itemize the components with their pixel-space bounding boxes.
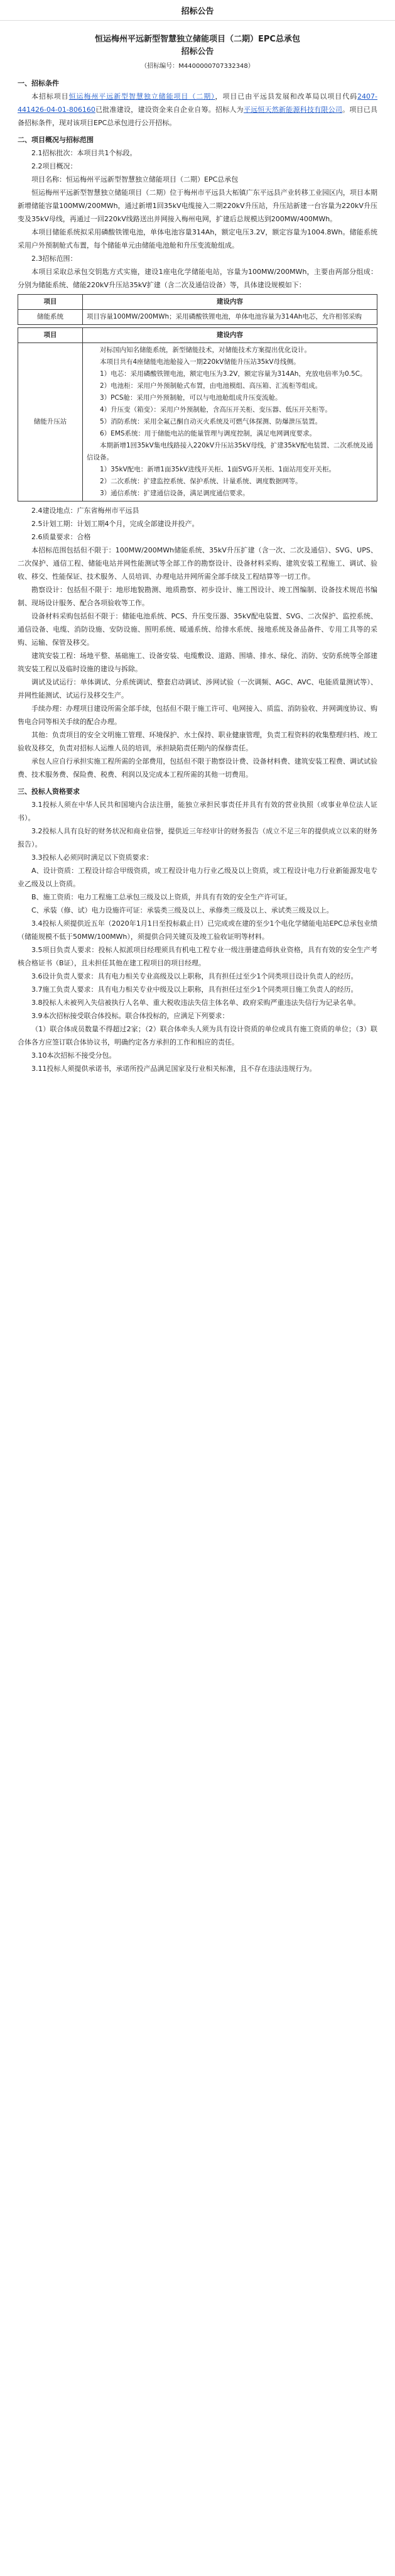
text-paragraph: C、承装（修、试）电力设施许可证：承装类三级及以上、承修类三级及以上、承试类三级及以上。	[31, 906, 333, 914]
text-paragraph: 本招标范围包括但不限于：100MW/200MWh储能系统、35kV升压扩建（含一次、二次及通信）、SVG、UPS、二次保护、通信工程、储能电站并网性能测试等全部工作的勘察设计、设备材料采购、建筑安装工程施工、调试、验收、移交、性能保证、技术服务、人员培训、办理电站并网所需全部手续及工程结算等一切工作。	[18, 546, 377, 581]
section-heading-1: 一、招标条件	[18, 79, 59, 87]
cell-paragraph: 3）PCS舱：采用户外预制舱，可以与电池舱组成升压变流舱。	[100, 394, 282, 402]
cell-paragraph: 4）升压变（箱变）：采用户外预制舱，含高压开关柜、变压器、低压开关柜等。	[100, 406, 332, 414]
cell-paragraph: 对标国内知名储能系统，新型储能技术，对储能技术方案提出优化设计。	[100, 346, 311, 354]
text-paragraph: 3.8投标人未被列入失信被执行人名单、重大税收违法失信主体名单、政府采购严重违法失信行为记录名单。	[31, 999, 360, 1007]
text-paragraph: 3.10本次招标不接受分包。	[31, 1051, 116, 1060]
text-paragraph: B、施工资质：电力工程施工总承包三级及以上资质，并具有有效的安全生产许可证。	[31, 893, 292, 901]
text-paragraph: 3.5项目负责人要求：投标人拟派项目经理须具有机电工程专业一级注册建造师执业资格，具有有效的安全生产考核合格证书（B证），且未担任其他在建工程项目的项目经理。	[18, 946, 377, 967]
notice-subtitle: 招标公告	[181, 47, 214, 57]
page-title: 招标公告	[181, 6, 214, 16]
cell-paragraph: 6）EMS系统：用于储能电站的能量管理与调度控制，满足电网调度要求。	[100, 430, 317, 437]
table-cell: 储能升压站	[18, 343, 83, 501]
cell-paragraph: 3）通信系统：扩建通信设备，满足调度通信要求。	[100, 490, 249, 497]
text-paragraph: 设备材料采购包括但不限于：储能电池系统、PCS、升压变压器、35kV配电装置、SVG、二次保护、监控系统、通信设备、电缆、消防设施、安防设施、照明系统、暖通系统、给排水系统、接地系统及备品备件、专用工具等的采购、运输、保管及移交。	[18, 612, 377, 647]
notice-body	[0, 21, 395, 1075]
text-paragraph: 3.11投标人须提供承诺书，承诺所投产品满足国家及行业相关标准，且不存在违法违规行为。	[31, 1065, 317, 1073]
text-paragraph: 承包人应自行承担实施工程所需的全部费用，包括但不限于勘察设计费、设备材料费、建筑安装工程费、调试试验费、技术服务费、保险费、税费、利润以及完成本工程所需的其他一切费用。	[18, 757, 377, 779]
text-paragraph: 3.1投标人须在中华人民共和国境内合法注册，能独立承担民事责任并具有有效的营业执照（或事业单位法人证书）。	[18, 801, 377, 822]
scope-table-2	[18, 327, 377, 501]
table-row	[18, 343, 377, 501]
section-heading-2: 二、项目概况与招标范围	[18, 136, 94, 144]
text-paragraph: 3.2投标人具有良好的财务状况和商业信誉，提供近三年经审计的财务报告（成立不足三年的提供成立以来的财务报告）。	[18, 827, 377, 848]
cell-paragraph: 5）消防系统：采用全氟己酮自动灭火系统及可燃气体探测、防爆泄压装置。	[100, 418, 322, 425]
cell-paragraph: 1）电芯：采用磷酸铁锂电池，额定电压为3.2V，额定容量为314Ah，充放电倍率为0.5C。	[100, 370, 367, 378]
text-paragraph: 本项目储能系统拟采用磷酸铁锂电池，单体电池容量314Ah，额定电压3.2V，额定容量为1004.8Wh。储能系统采用户外预制舱式布置，每个储能单元由储能电池舱和升压变流舱组成。	[18, 228, 377, 249]
cell-paragraph: 2）二次系统：扩建监控系统、保护系统、计量系统、调度数据网等。	[100, 478, 302, 485]
project-code-link[interactable]: 2407-441426-04-01-806160	[18, 92, 378, 114]
table-row	[18, 310, 377, 325]
text-paragraph: 建筑安装工程：场地平整、基础施工、设备安装、电缆敷设、道路、围墙、排水、绿化、消防、安防系统等全部建筑安装工程以及临时设施的建设与拆除。	[18, 652, 377, 673]
text-paragraph: 恒运梅州平远新型智慧独立储能项目（二期）位于梅州市平远县大柘镇广东平远县产业转移工业园区内，项目本期新增储能容量100MW/200MWh，通过新增1回35kV电缆接入二期220kV升压站，升压站新建一台容量为220kV升压变及35kV母线，再通过一回220kV线路送出并网接入梅州电网，扩建后总规模达到200MW/400MWh。	[18, 189, 377, 223]
text-line: 2.2项目概况：	[31, 162, 77, 170]
owner-link[interactable]: 平远恒天然新能源科技有限公司	[243, 106, 343, 114]
table-cell: 项目容量100MW/200MWh；采用磷酸铁锂电池，单体电池容量为314Ah电芯，允许相邻采购	[83, 310, 377, 325]
text-paragraph: 调试及试运行：单体调试、分系统调试、整套启动调试、涉网试验（一次调频、AGC、AVC、电能质量测试等）、并网性能测试、试运行及移交生产。	[18, 678, 377, 699]
scope-table-1	[18, 294, 377, 325]
text-paragraph: 3.4投标人须提供近五年（2020年1月1日至投标截止日）已完成或在建的至少1个电化学储能电站EPC总承包业绩（储能规模不低于50MW/100MWh），须提供合同关键页及竣工验收证明等材料。	[18, 919, 377, 941]
text-paragraph: 3.7施工负责人要求：具有电力相关专业中级及以上职称，具有担任过至少1个同类项目施工负责人的经历。	[31, 985, 358, 994]
section1-paragraph: 本招标项目恒运梅州平远新型智慧独立储能项目（二期），项目已由平远县发展和改革局以项目代码2407-441426-04-01-806160已批准建设，建设资金来自企业自筹。招标人为平远恒天然新能源科技有限公司。项目已具备招标条件，现对该项目EPC总承包进行公开招标。	[18, 92, 378, 127]
notice-title: 恒运梅州平远新型智慧独立储能项目（二期）EPC总承包	[95, 35, 300, 44]
text-line: 2.5计划工期：计划工期4个月，完成全部建设并投产。	[31, 520, 199, 528]
text-paragraph: 3.9本次招标接受联合体投标。联合体投标的，应满足下列要求：	[31, 1012, 229, 1020]
page-header	[0, 0, 395, 21]
text-line: 2.1招标批次：本项目共1个标段。	[31, 149, 137, 157]
section-heading-3: 三、投标人资格要求	[18, 787, 80, 796]
text-paragraph: 手续办理：办理项目建设所需全部手续，包括但不限于施工许可、电网接入、质监、消防验收、并网调度协议、购售电合同等相关手续的配合办理。	[18, 704, 377, 726]
text-paragraph: 本项目采取总承包交钥匙方式实施，建设1座电化学储能电站，容量为100MW/200MWh，主要由两部分组成：分别为储能系统、储能220kV升压站35kV扩建（含二次及通信设备）等，具体建设规模如下：	[18, 268, 377, 289]
cell-paragraph: 本期新增1回35kV集电线路接入220kV升压站35kV母线，扩建35kV配电装置、二次系统及通信设备。	[87, 442, 373, 461]
table-header-cell: 项目	[18, 295, 83, 310]
cell-paragraph: 1）35kV配电：新增1面35kV进线开关柜、1面SVG开关柜、1面站用变开关柜。	[100, 466, 335, 473]
table-header-cell: 建设内容	[83, 295, 377, 310]
text-line: 2.4建设地点：广东省梅州市平远县	[31, 507, 139, 515]
text-paragraph: A、设计资质：工程设计综合甲级资质，或工程设计电力行业乙级及以上资质，或工程设计电力行业新能源发电专业乙级及以上资质。	[18, 867, 377, 888]
cell-paragraph: 2）电池柜：采用户外预制舱式布置，由电池模组、高压箱、汇流柜等组成。	[100, 382, 322, 390]
text-paragraph: 勘察设计：包括但不限于：地形地貌勘测、地质勘察、初步设计、施工图设计、竣工图编制、设备技术规范书编制、现场设计服务、配合各项验收等工作。	[18, 586, 377, 607]
table-cell	[83, 343, 377, 501]
text-paragraph: 其他：负责项目的安全文明施工管理、环境保护、水土保持、职业健康管理，负责工程资料的收集整理归档、竣工验收及移交，负责对招标人运维人员的培训，承担缺陷责任期内的保修责任。	[18, 731, 377, 752]
cell-paragraph: 本项目共有4座储能电池舱接入一期220kV储能升压站35kV母线侧。	[100, 358, 300, 366]
text-paragraph: 项目名称：恒运梅州平远新型智慧独立储能项目（二期）EPC总承包	[31, 175, 239, 184]
text-paragraph: 3.6设计负责人要求：具有电力相关专业高级及以上职称，具有担任过至少1个同类项目设计负责人的经历。	[31, 972, 358, 980]
table-cell: 储能系统	[18, 310, 83, 325]
notice-number: （招标编号：M4400000707332348）	[141, 63, 254, 70]
text-line: 2.6质量要求：合格	[31, 533, 91, 541]
text-line: 2.3招标范围：	[31, 255, 77, 263]
text-paragraph: 3.3投标人必须同时满足以下资质要求：	[31, 853, 153, 862]
table-header-cell: 建设内容	[83, 328, 377, 343]
table-header-cell: 项目	[18, 328, 83, 343]
text-paragraph: （1）联合体成员数量不得超过2家；（2）联合体牵头人须为具有设计资质的单位或具有施工资质的单位；（3）联合体各方应签订联合体协议书，明确约定各方承担的工作和相应的责任。	[18, 1025, 377, 1046]
project-name-link[interactable]: 恒运梅州平远新型智慧独立储能项目（二期）	[68, 92, 215, 101]
